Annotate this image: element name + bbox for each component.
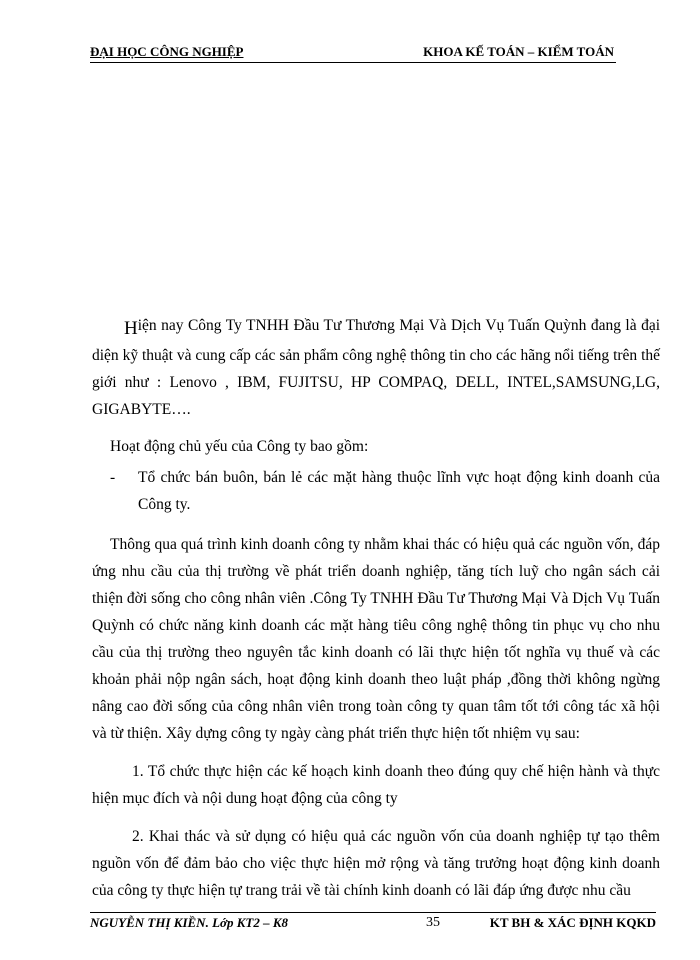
bullet-item: [92, 464, 660, 518]
header-rule: [90, 62, 616, 63]
document-body: [92, 312, 660, 915]
footer-topic: KT BH & XÁC ĐỊNH KQKD: [489, 915, 656, 930]
header-faculty: KHOA KẾ TOÁN – KIỂM TOÁN: [423, 44, 614, 59]
page-number: 35: [426, 915, 440, 930]
footer-rule: [90, 912, 656, 913]
bullet-text: Tổ chức bán buôn, bán lẻ các mặt hàng thuộc lĩnh vực hoạt động kinh doanh của Công ty.: [138, 469, 660, 513]
dropcap-letter: H: [124, 318, 138, 339]
footer-author: NGUYỄN THỊ KIỀN. Lớp KT2 – K8: [90, 915, 289, 930]
header-university: ĐẠI HỌC CÔNG NGHIỆP: [90, 44, 244, 59]
page-footer: [90, 915, 656, 933]
numbered-item-2: 2. Khai thác và sử dụng có hiệu quả các nguồn vốn của doanh nghiệp tự tạo thêm nguồn vốn để đảm bảo cho việc thực hiện mở rộng và tăng trưởng hoạt động kinh doanh của công ty thực hiện tự trang trải về tài chính kinh doanh có lãi đáp ứng được nhu cầu: [92, 828, 660, 899]
paragraph-intro-text: iện nay Công Ty TNHH Đầu Tư Thương Mại Và Dịch Vụ Tuấn Quỳnh đang là đại diện kỹ thuật và cung cấp các sản phẩm công nghệ thông tin cho các hãng nổi tiếng trên thế giới như : Lenovo , IBM, FUJITSU, HP COMPAQ, DELL, INTEL,SAMSUNG,LG, GIGABYTE….: [92, 317, 660, 418]
bullet-dash: -: [110, 469, 116, 486]
paragraph-intro: [92, 312, 660, 423]
numbered-item-1: 1. Tổ chức thực hiện các kế hoạch kinh doanh theo đúng quy chế hiện hành và thực hiện mục đích và nội dung hoạt động của công ty: [92, 763, 660, 807]
paragraph-business: Thông qua quá trình kinh doanh công ty nhằm khai thác có hiệu quả các nguồn vốn, đáp ứng nhu cầu của thị trường về phát triển doanh nghiệp, tăng tích luỹ cho ngân sách cải thiện đời sống cho công nhân viên .Công Ty TNHH Đầu Tư Thương Mại Và Dịch Vụ Tuấn Quỳnh có chức năng kinh doanh các mặt hàng tiêu công nghệ thông tin phục vụ cho nhu cầu của thị trường theo nguyên tắc kinh doanh có lãi thực hiện tốt nghĩa vụ thuế và các khoản phải nộp ngân sách, hoạt động kinh doanh theo luật pháp ,đồng thời không ngừng nâng cao đời sống của công nhân viên trong toàn công ty quan tâm tốt tới công tác xã hội và từ thiện. Xây dựng công ty ngày càng phát triển thực hiện tốt nhiệm vụ sau:: [92, 536, 660, 742]
paragraph-activities-heading: Hoạt động chủ yếu của Công ty bao gồm:: [110, 438, 369, 455]
page-header: [90, 44, 614, 62]
